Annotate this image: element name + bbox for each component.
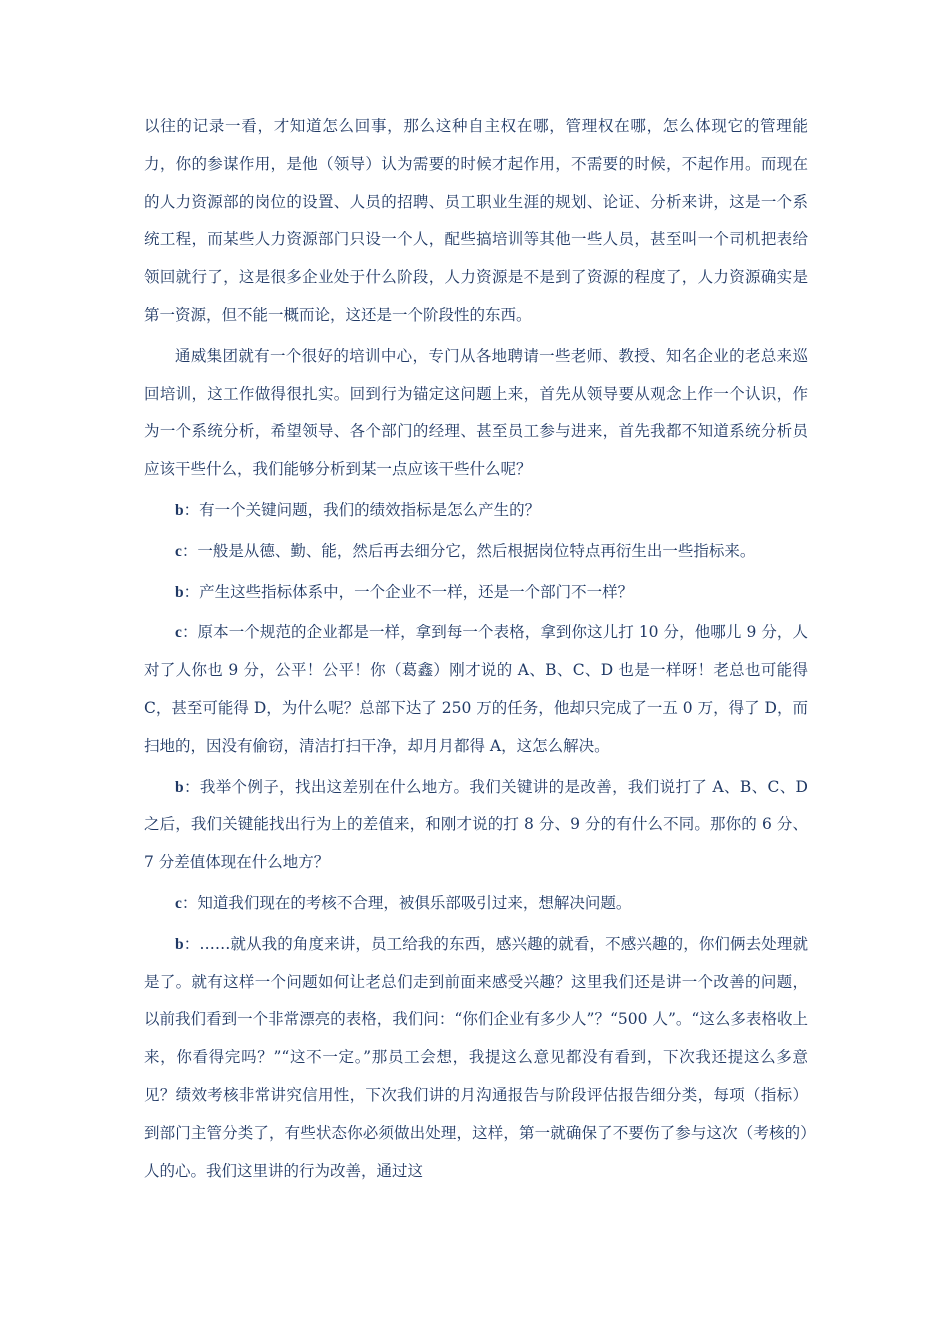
document-body — [144, 108, 808, 1193]
speaker-label: c — [175, 542, 182, 560]
speaker-label: b — [175, 778, 184, 796]
paragraph-text: ：我举个例子，找出这差别在什么地方。我们关键讲的是改善，我们说打了 A、B、C、D 之后，我们关键能找出行为上的差值来，和刚才说的打 8 分、9 分的有什么不同。那你的 6 分、7 分差值体现在什么地方？ — [144, 777, 808, 872]
dialogue-paragraph — [144, 574, 808, 612]
speaker-label: b — [175, 583, 184, 601]
speaker-label: b — [175, 501, 184, 519]
dialogue-paragraph — [144, 533, 808, 571]
paragraph-text: ：原本一个规范的企业都是一样，拿到每一个表格，拿到你这儿打 10 分，他哪儿 9 分，人对了人你也 9 分，公平！公平！你（葛鑫）刚才说的 A、B、C、D 也是一样呀！老总也可能得 C，甚至可能得 D，为什么呢？总部下达了 250 万的任务，他却只完成了一五 0 万，得了 D，而扫地的，因没有偷窃，清洁打扫干净，却月月都得 A，这怎么解决。 — [144, 623, 808, 755]
paragraph-text: ：产生这些指标体系中，一个企业不一样，还是一个部门不一样？ — [183, 582, 634, 601]
paragraph-text: ：一般是从德、勤、能，然后再去细分它，然后根据岗位特点再衍生出一些指标来。 — [181, 541, 756, 560]
dialogue-paragraph — [144, 885, 808, 923]
speaker-label: c — [175, 624, 182, 642]
dialogue-paragraph — [144, 614, 808, 765]
paragraph — [144, 338, 808, 489]
dialogue-paragraph — [144, 769, 808, 882]
speaker-label: b — [175, 935, 184, 953]
paragraph-text: ：知道我们现在的考核不合理，被俱乐部吸引过来，想解决问题。 — [181, 893, 632, 912]
paragraph-text: ：……就从我的角度来讲，员工给我的东西，感兴趣的就看，不感兴趣的，你们俩去处理就是了。就有这样一个问题如何让老总们走到前面来感受兴趣？这里我们还是讲一个改善的问题，以前我们看到一个非常漂亮的表格，我们问：“你们企业有多少人”？“500 人”。“这么多表格收上来，你看得完吗？”“这不一定。”那员工会想，我提这么意见都没有看到，下次我还提这么多意见？绩效考核非常讲究信用性，下次我们讲的月沟通报告与阶段评估报告细分类，每项（指标）到部门主管分类了，有些状态你必须做出处理，这样，第一就确保了不要伤了参与这次（考核的）人的心。我们这里讲的行为改善，通过这 — [144, 934, 808, 1180]
paragraph-text: 通威集团就有一个很好的培训中心，专门从各地聘请一些老师、教授、知名企业的老总来巡回培训，这工作做得很扎实。回到行为锚定这问题上来，首先从领导要从观念上作一个认识，作为一个系统分析，希望领导、各个部门的经理、甚至员工参与进来，首先我都不知道系统分析员应该干些什么，我们能够分析到某一点应该干些什么呢？ — [144, 346, 808, 479]
speaker-label: c — [175, 894, 182, 912]
dialogue-paragraph — [144, 926, 808, 1191]
paragraph-text: 以往的记录一看，才知道怎么回事，那么这种自主权在哪，管理权在哪，怎么体现它的管理能力，你的参谋作用，是他（领导）认为需要的时候才起作用，不需要的时候，不起作用。而现在的人力资源部的岗位的设置、人员的招聘、员工职业生涯的规划、论证、分析来讲，这是一个系统工程，而某些人力资源部门只设一个人，配些搞培训等其他一些人员，甚至叫一个司机把表给领回就行了，这是很多企业处于什么阶段，人力资源是不是到了资源的程度了，人力资源确实是第一资源，但不能一概而论，这还是一个阶段性的东西。 — [144, 117, 808, 324]
paragraph-text: ：有一个关键问题，我们的绩效指标是怎么产生的？ — [183, 500, 541, 519]
dialogue-paragraph — [144, 492, 808, 530]
paragraph — [144, 108, 808, 335]
